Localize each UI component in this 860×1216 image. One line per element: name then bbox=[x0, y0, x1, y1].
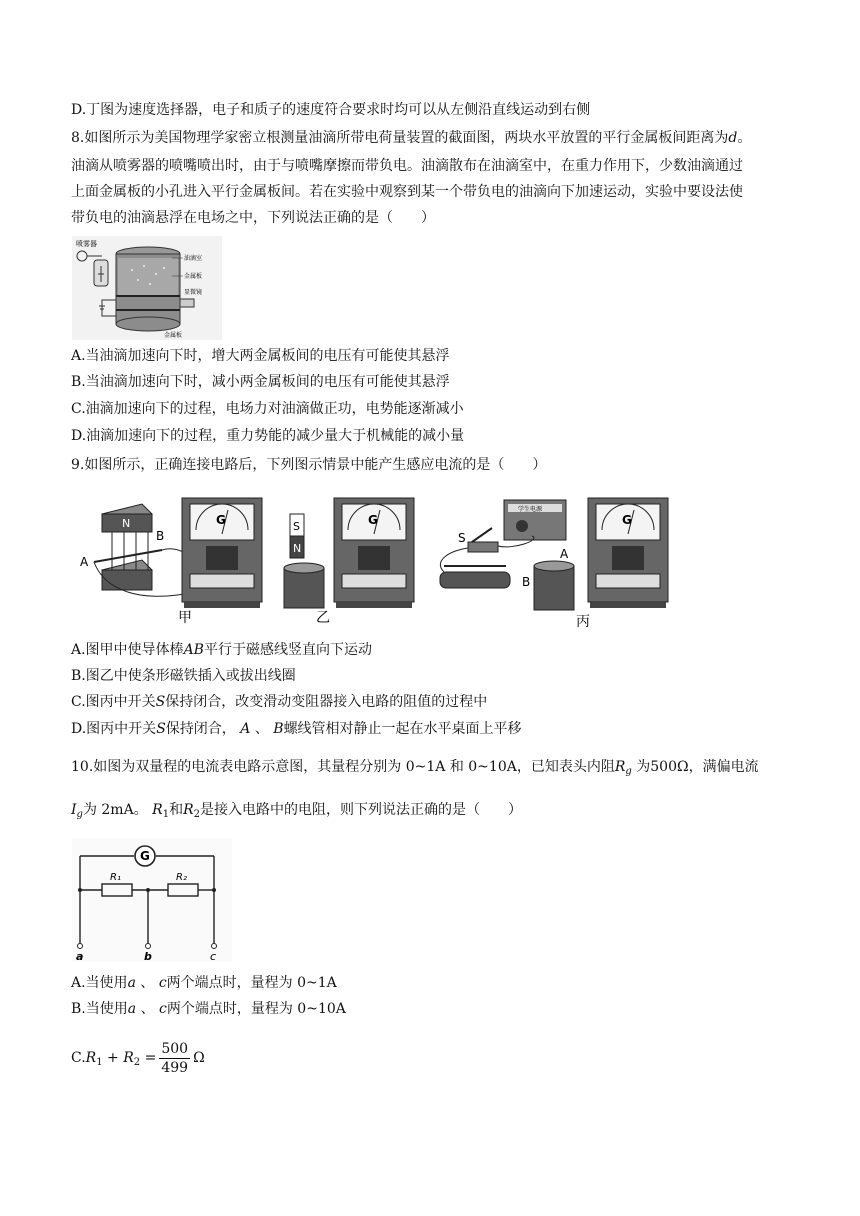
rod-end-a-label: A bbox=[80, 555, 89, 569]
svg-text:G: G bbox=[368, 513, 378, 527]
q9-option-c: C.图丙中开关S保持闭合，改变滑动变阻器接入电路的阻值的过程中 bbox=[71, 694, 488, 710]
galvanometer-3 bbox=[588, 498, 668, 608]
setup-bing bbox=[440, 500, 574, 610]
r1-label: R₁ bbox=[110, 872, 121, 883]
q8-stem-line-2: 油滴从喷雾器的喷嘴喷出时，由于与喷嘴摩擦而带负电。油滴散布在油滴室中，在重力作用下，少数油滴通过 bbox=[71, 158, 743, 174]
svg-text:G: G bbox=[622, 513, 632, 527]
q9-option-b: B.图乙中使条形磁铁插入或拔出线圈 bbox=[71, 668, 296, 684]
r2-label: R₂ bbox=[176, 872, 187, 883]
terminal-a-label: a bbox=[76, 950, 84, 962]
millikan-apparatus-figure bbox=[72, 236, 222, 340]
terminal-b-label: b bbox=[144, 950, 152, 962]
plate-label: 金属板 bbox=[184, 273, 203, 280]
coil-b-label: B bbox=[522, 575, 531, 589]
label-yi: 乙 bbox=[316, 610, 330, 626]
svg-text:S: S bbox=[293, 520, 300, 533]
sprayer-label: 喷雾器 bbox=[76, 240, 97, 248]
q10-stem-line-1: 10.如图为双量程的电流表电路示意图，其量程分别为 0~1A 和 0~10A，已知表头内阻$R_g$ 为500Ω，满偏电流 bbox=[71, 759, 759, 777]
svg-text:G: G bbox=[216, 513, 226, 527]
q10-option-a: A.当使用a 、 c两个端点时，量程为 0~1A bbox=[71, 975, 337, 991]
q8-option-a: A.当油滴加速向下时，增大两金属板间的电压有可能使其悬浮 bbox=[71, 348, 450, 364]
q7-option-d: D.丁图为速度选择器，电子和质子的速度符合要求时均可以从左侧沿直线运动到右侧 bbox=[71, 102, 591, 118]
chamber-label: 油滴室 bbox=[184, 255, 203, 262]
bottom-plate-label: 金属板 bbox=[164, 332, 183, 339]
q8-stem-line-1: 8.如图所示为美国物理学家密立根测量油滴所带电荷量装置的截面图，两块水平放置的平行金属板间距离为d。 bbox=[71, 130, 752, 146]
q9-option-a: A.图甲中使导体棒AB平行于磁感线竖直向下运动 bbox=[71, 642, 372, 658]
q9-stem: 9.如图所示，正确连接电路后，下列图示情景中能产生感应电流的是（ ） bbox=[71, 457, 547, 473]
q9-option-d: D.图丙中开关S保持闭合， A 、 B螺线管相对静止一起在水平桌面上平移 bbox=[71, 721, 522, 737]
q8-stem-line-4: 带负电的油滴悬浮在电场之中，下列说法正确的是（ ） bbox=[71, 210, 435, 226]
switch-s-label: S bbox=[458, 531, 466, 545]
induction-experiments-figure bbox=[72, 480, 692, 630]
q10-option-b: B.当使用a 、 c两个端点时，量程为 0~10A bbox=[71, 1001, 346, 1017]
q8-option-c: C.油滴加速向下的过程，电场力对油滴做正功，电势能逐渐减小 bbox=[71, 401, 464, 417]
svg-text:G: G bbox=[140, 849, 150, 863]
label-bing: 丙 bbox=[576, 614, 590, 630]
galvanometer-1 bbox=[182, 498, 262, 608]
terminal-c-label: c bbox=[210, 950, 217, 962]
microscope-label: 显微镜 bbox=[184, 289, 203, 296]
svg-text:N: N bbox=[293, 542, 302, 555]
galvanometer-2 bbox=[334, 498, 414, 608]
setup-yi bbox=[284, 514, 324, 608]
q10-option-c: $C.R_1 + R_2$ = $\frac{500}{499}$ Ω bbox=[71, 1040, 205, 1076]
rod-end-b-label: B bbox=[156, 529, 165, 543]
q10-stem-line-2: $I_g$为 2mA。 $R_1$和$R_2$是接入电路中的电阻，则下列说法正确的是（ ） bbox=[71, 802, 522, 820]
svg-text:N: N bbox=[122, 517, 131, 530]
q8-stem-line-3: 上面金属板的小孔进入平行金属板间。若在实验中观察到某一个带负电的油滴向下加速运动，实验中要设法使 bbox=[71, 184, 743, 200]
label-jia: 甲 bbox=[178, 610, 192, 626]
coil-a-label: A bbox=[560, 547, 569, 561]
q8-option-d: D.油滴加速向下的过程，重力势能的减少量大于机械能的减小量 bbox=[71, 428, 465, 444]
svg-text:学生电源: 学生电源 bbox=[518, 506, 543, 513]
q8-option-b: B.当油滴加速向下时，减小两金属板间的电压有可能使其悬浮 bbox=[71, 374, 450, 390]
option-c-fraction: $\frac{500}{499}$ bbox=[161, 1040, 189, 1076]
ammeter-circuit-figure bbox=[72, 838, 232, 962]
